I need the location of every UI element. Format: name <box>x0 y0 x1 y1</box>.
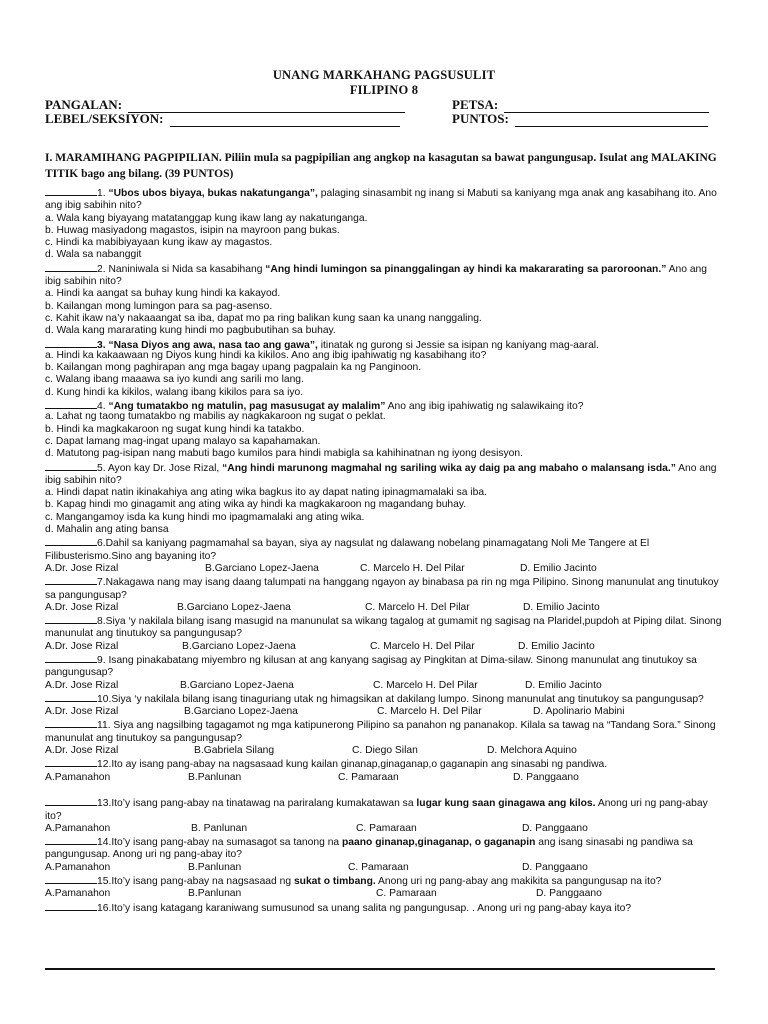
score-blank[interactable] <box>515 114 708 127</box>
date-label: PETSA: <box>452 97 499 112</box>
choice-d: D. Emilio Jacinto <box>518 640 595 652</box>
choice-d: D. Emilio Jacinto <box>525 679 602 691</box>
section-heading: I. MARAMIHANG PAGPIPILIAN. <box>45 152 222 164</box>
choice-a: A.Dr. Jose Rizal <box>45 601 119 613</box>
option-d: d. Kung hindi ka kikilos, walang ibang kikilos para sa iyo. <box>45 386 304 398</box>
choices-11 <box>45 745 725 757</box>
answer-blank[interactable] <box>45 614 97 624</box>
choice-c: C. Pamaraan <box>338 771 399 783</box>
answer-blank[interactable] <box>45 536 97 546</box>
question-6: 6.Dahil sa kaniyang pagmamahal sa bayan, siya ay nagsulat ng dalawang nobelang pinamagatang Noli Me Tangere at El Filibusterismo.Sino ang bayaning ito? <box>45 538 650 562</box>
choices-10 <box>45 706 725 718</box>
answer-blank[interactable] <box>45 718 97 728</box>
choice-b: B.Garciano Lopez-Jaena <box>205 562 319 574</box>
question-2: 2. Naniniwala si Nida sa kasabihang “Ang hindi lumingon sa pinanggalingan ay hindi ka makararating sa paroroonan.” Ano ang ibig sabihin nito? <box>45 263 707 288</box>
option-c: c. Dapat lamang mag-ingat upang malayo sa kapahamakan. <box>45 435 321 447</box>
spacer <box>45 784 725 796</box>
option-a: a. Lahat ng taong tumatakbo ng mabilis ay nagkakaroon ng sugat o peklat. <box>45 411 386 423</box>
choice-c: C. Diego Silan <box>352 745 418 757</box>
choice-a: A.Dr. Jose Rizal <box>45 706 119 718</box>
choices-15 <box>45 888 725 900</box>
question-15: 15.Ito’y isang pang-abay na nagsasaad ng sukat o timbang. Anong uri ng pang-abay ang makikita sa pangungusap na ito? <box>45 874 725 888</box>
section-instruction: Piliin mula sa pagpipilian ang angkop na kasagutan sa bawat pangungusap. Isulat ang MALAKING TITIK bago ang bilang. (39 PUNTOS) <box>45 152 717 180</box>
choice-c: C. Pamaraan <box>376 888 437 900</box>
name-label: PANGALAN: <box>45 97 123 112</box>
answer-blank[interactable] <box>45 874 97 884</box>
choices-14 <box>45 862 725 874</box>
section-instructions <box>45 151 725 182</box>
answer-blank[interactable] <box>45 262 97 272</box>
level-label: LEBEL/SEKSIYON: <box>45 111 164 126</box>
option-b: b. Kailangan mong lumingon para sa pag-asenso. <box>45 300 273 312</box>
choice-c: C. Pamaraan <box>356 822 417 834</box>
choice-b: B.Panlunan <box>188 861 242 873</box>
option-d: d. Wala sa nabanggit <box>45 249 142 261</box>
option-b: b. Kailangan mong paghirapan ang mga bagay upang pagpalain ka ng Panginoon. <box>45 362 422 374</box>
question-4: 4. “Ang tumatakbo ng matulin, pag masusugat ay malalim” Ano ang ibig ipahiwatig ng salawikaing ito? <box>45 399 725 411</box>
choices-8 <box>45 641 725 653</box>
option-b: b. Hindi ka magkakaroon ng sugat kung hindi ka tatakbo. <box>45 423 305 435</box>
question-9: 9. Isang pinakabatang miyembro ng kilusan at ang kanyang sagisag ay Pingkitan at Dima-silaw. Sinong manunulat ang tinutukoy sa pangungusap? <box>45 654 697 679</box>
answer-blank[interactable] <box>45 835 97 845</box>
option-d: d. Wala kang mararating kung hindi mo pagbubutihan sa buhay. <box>45 325 336 337</box>
option-d: d. Mahalin ang ating bansa <box>45 524 169 536</box>
choice-a: A.Dr. Jose Rizal <box>45 640 119 652</box>
choice-b: B. Panlunan <box>191 822 248 834</box>
choices-9 <box>45 680 725 692</box>
choice-d: D. Panggaano <box>513 771 579 783</box>
choice-b: B.Garciano Lopez-Jaena <box>180 679 294 691</box>
choice-c: C. Marcelo H. Del Pilar <box>360 562 465 574</box>
question-14: 14.Ito’y isang pang-abay na sumasagot sa tanong na paano ginanap,ginaganap, o gaganapin ang isang sinasabi ng pandiwa sa pangungusap. Anong uri ng pang-abay ito? <box>45 837 693 861</box>
option-c: c. Kahit ikaw na’y nakaaangat sa iba, dapat mo pa ring balikan kung saan ka unang nanggaling. <box>45 312 482 324</box>
level-field[interactable] <box>45 111 400 127</box>
choice-d: D. Melchora Aquino <box>487 745 577 757</box>
question-16: 16.Ito’y isang katagang karaniwang sumusunod sa unang salita ng pangungusap. . Anong uri ng pang-abay kaya ito? <box>45 901 725 913</box>
option-c: c. Walang ibang maaawa sa iyo kundi ang sarili mo lang. <box>45 374 304 386</box>
answer-blank[interactable] <box>45 757 97 767</box>
choice-a: A.Dr. Jose Rizal <box>45 679 119 691</box>
answer-blank[interactable] <box>45 461 97 471</box>
choice-a: A.Pamanahon <box>45 861 111 873</box>
option-b: b. Kapag hindi mo ginagamit ang ating wika ay hindi ka magkakaroon ng magandang buhay. <box>45 499 467 511</box>
level-blank[interactable] <box>170 114 400 127</box>
choice-d: D. Emilio Jacinto <box>523 601 600 613</box>
choice-c: C. Marcelo H. Del Pilar <box>365 601 470 613</box>
question-1: 1. “Ubos ubos biyaya, bukas nakatunganga”, palaging sinasambit ng inang si Mabuti sa kaniyang mga anak ang kasabihang ito. Ano ang ibig sabihin nito? <box>45 188 717 212</box>
choice-b: B.Panlunan <box>188 771 242 783</box>
choices-12 <box>45 772 725 784</box>
option-c: c. Hindi ka mabibiyayaan kung ikaw ay magastos. <box>45 237 273 249</box>
option-a: a. Wala kang biyayang matatanggap kung ikaw lang ay nakatunganga. <box>45 212 368 224</box>
choice-a: A.Pamanahon <box>45 771 111 783</box>
choices-6 <box>45 563 725 575</box>
bottom-rule <box>45 968 715 970</box>
choice-a: A.Pamanahon <box>45 822 111 834</box>
question-8: 8.Siya ‘y nakilala bilang isang masugid na manunulat sa wikang tagalog at gumamit ng sagisag na Plaridel,pupdoh at Piping dilat. Sinong manunulat ang tinutukoy sa pangungusap? <box>45 616 722 640</box>
answer-blank[interactable] <box>45 901 97 911</box>
option-a: a. Hindi ka aangat sa buhay kung hindi ka kakayod. <box>45 288 281 300</box>
choice-d: D. Apolinario Mabini <box>533 706 625 718</box>
questions <box>45 186 725 913</box>
choice-b: B.Panlunan <box>188 888 242 900</box>
answer-blank[interactable] <box>45 399 97 409</box>
choice-b: B.Garciano Lopez-Jaena <box>177 601 291 613</box>
choice-a: A.Dr. Jose Rizal <box>45 745 119 757</box>
choice-b: B.Garciano Lopez-Jaena <box>182 640 296 652</box>
question-10: 10.Siya ‘y nakilala bilang isang tinaguriang utak ng himagsikan at dakilang lumpo. Sinong manunulat ang tinutukoy sa pangungusap? <box>45 692 725 706</box>
question-13: 13.Ito’y isang pang-abay na tinatawag na pariralang kumakatawan sa lugar kung saan ginagawa ang kilos. Anong uri ng pang-abay ito? <box>45 798 708 822</box>
choice-d: D. Emilio Jacinto <box>520 562 597 574</box>
question-3: 3. “Nasa Diyos ang awa, nasa tao ang gawa”, itinatak ng gurong si Jessie sa isipan ng kaniyang mag-aaral. <box>45 338 725 350</box>
score-field[interactable] <box>452 111 708 127</box>
option-b: b. Huwag masiyadong magastos, isipin na mayroon pang bukas. <box>45 224 340 236</box>
score-label: PUNTOS: <box>452 111 509 126</box>
choices-13 <box>45 823 725 835</box>
answer-blank[interactable] <box>45 186 97 196</box>
option-a: a. Hindi dapat natin ikinakahiya ang ating wika bagkus ito ay dapat nating ipinagmamalaki sa iba. <box>45 487 487 499</box>
question-5: 5. Ayon kay Dr. Jose Rizal, “Ang hindi marunong magmahal ng sariling wika ay daig pa ang mabaho o malansang isda.” Ano ang ibig sabihin nito? <box>45 462 717 486</box>
choices-7 <box>45 602 725 614</box>
choice-b: B.Garciano Lopez-Jaena <box>184 706 298 718</box>
option-d: d. Matutong pag-isipan nang mabuti bago kumilos para hindi mabigla sa kahihinatnan ng iyong desisyon. <box>45 448 523 460</box>
choice-d: D. Panggaano <box>522 861 588 873</box>
exam-title: UNANG MARKAHANG PAGSUSULIT <box>272 68 496 82</box>
option-c: c. Mangangamoy isda ka kung hindi mo ipagmamalaki ang ating wika. <box>45 511 365 523</box>
choice-c: C. Marcelo H. Del Pilar <box>377 706 482 718</box>
answer-blank[interactable] <box>45 796 97 806</box>
question-12: 12.Ito ay isang pang-abay na nagsasaad kung kailan ginanap,ginaganap,o gaganapin ang sinasabi ng pandiwa. <box>45 757 725 771</box>
choice-d: D. Panggaano <box>536 888 602 900</box>
choice-d: D. Panggaano <box>522 822 588 834</box>
choice-c: C. Pamaraan <box>348 861 409 873</box>
choice-a: A.Pamanahon <box>45 888 111 900</box>
answer-blank[interactable] <box>45 575 97 585</box>
answer-blank[interactable] <box>45 692 97 702</box>
answer-blank[interactable] <box>45 338 97 348</box>
choice-a: A.Dr. Jose Rizal <box>45 562 119 574</box>
option-a: a. Hindi ka kakaawaan ng Diyos kung hindi ka kikilos. Ano ang ibig ipahiwatig ng kasabihang ito? <box>45 349 487 361</box>
choice-c: C. Marcelo H. Del Pilar <box>373 679 478 691</box>
choice-b: B.Gabriela Silang <box>194 745 275 757</box>
answer-blank[interactable] <box>45 653 97 663</box>
choice-c: C. Marcelo H. Del Pilar <box>370 640 475 652</box>
question-11: 11. Siya ang nagsilbing tagagamot ng mga katipunerong Pilipino sa panahon ng pananakop. Kilala sa tawag na “Tandang Sora.” Sinong manunulat ang tinutukoy sa pangungusap? <box>45 720 716 744</box>
question-7: 7.Nakagawa nang may isang daang talumpati na hanggang ngayon ay binabasa pa rin ng mga Pilipino. Sinong manunulat ang tinutukoy sa pangungusap? <box>45 577 719 601</box>
exam-subject: FILIPINO 8 <box>349 83 419 97</box>
